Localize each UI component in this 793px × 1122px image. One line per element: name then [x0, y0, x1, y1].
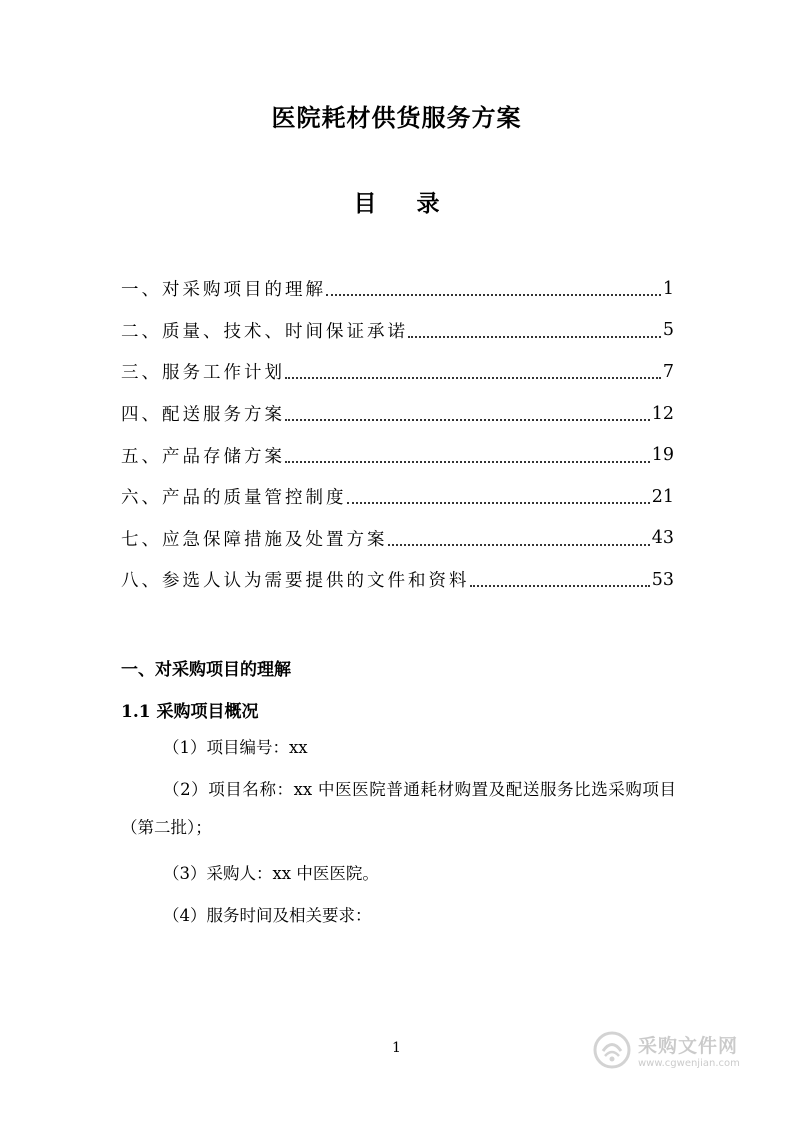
toc-leader	[388, 543, 650, 546]
toc-entry-label: 五、产品存储方案	[121, 446, 285, 467]
toc-entry-page: 1	[662, 278, 674, 299]
toc-entry[interactable]	[121, 434, 674, 476]
watermark-url: www.cgwenjian.com	[638, 1058, 740, 1069]
toc-entry-page: 43	[651, 528, 674, 549]
toc-entry[interactable]	[121, 518, 674, 560]
toc-leader	[285, 418, 650, 421]
paragraph: （3）采购人：xx 中医医院。	[163, 864, 379, 883]
paragraph: （2）项目名称：xx 中医医院普通耗材购置及配送服务比选采购项目（第二批）；	[121, 780, 676, 837]
toc-entry-label: 一、对采购项目的理解	[121, 280, 326, 301]
toc-entry-label: 六、产品的质量管控制度	[121, 488, 347, 509]
document-title: 医院耗材供货服务方案	[271, 103, 522, 132]
table-of-contents	[121, 268, 674, 601]
watermark	[592, 1027, 762, 1073]
toc-title: 目 录	[353, 190, 456, 217]
subsection-heading: 1.1 采购项目概况	[121, 702, 259, 722]
toc-entry-label: 七、应急保障措施及处置方案	[121, 529, 388, 550]
toc-entry-page: 12	[651, 403, 674, 424]
watermark-name: 采购文件网	[638, 1035, 739, 1057]
toc-leader	[408, 335, 661, 338]
watermark-logo-icon	[592, 1030, 632, 1070]
toc-leader	[285, 376, 661, 379]
toc-entry[interactable]	[121, 393, 674, 435]
paragraph: （4）服务时间及相关要求：	[163, 906, 372, 925]
toc-entry-label: 四、配送服务方案	[121, 405, 285, 426]
toc-entry-page: 7	[662, 361, 674, 382]
toc-entry[interactable]	[121, 310, 674, 352]
toc-leader	[470, 584, 650, 587]
toc-entry[interactable]	[121, 351, 674, 393]
toc-entry-page: 19	[651, 445, 674, 466]
paragraph: （1）项目编号：xx	[163, 738, 308, 757]
page-number: 1	[392, 1040, 401, 1056]
toc-entry-label: 八、参选人认为需要提供的文件和资料	[121, 571, 470, 592]
toc-entry[interactable]	[121, 268, 674, 310]
toc-entry[interactable]	[121, 559, 674, 601]
toc-leader	[285, 460, 650, 463]
toc-entry-page: 21	[651, 486, 674, 507]
section-heading: 一、对采购项目的理解	[121, 660, 291, 680]
toc-entry[interactable]	[121, 476, 674, 518]
toc-entry-page: 5	[662, 320, 674, 341]
toc-leader	[347, 501, 650, 504]
toc-leader	[326, 293, 661, 296]
toc-entry-page: 53	[651, 569, 674, 590]
toc-entry-label: 二、质量、技术、时间保证承诺	[121, 321, 408, 342]
toc-entry-label: 三、服务工作计划	[121, 363, 285, 384]
